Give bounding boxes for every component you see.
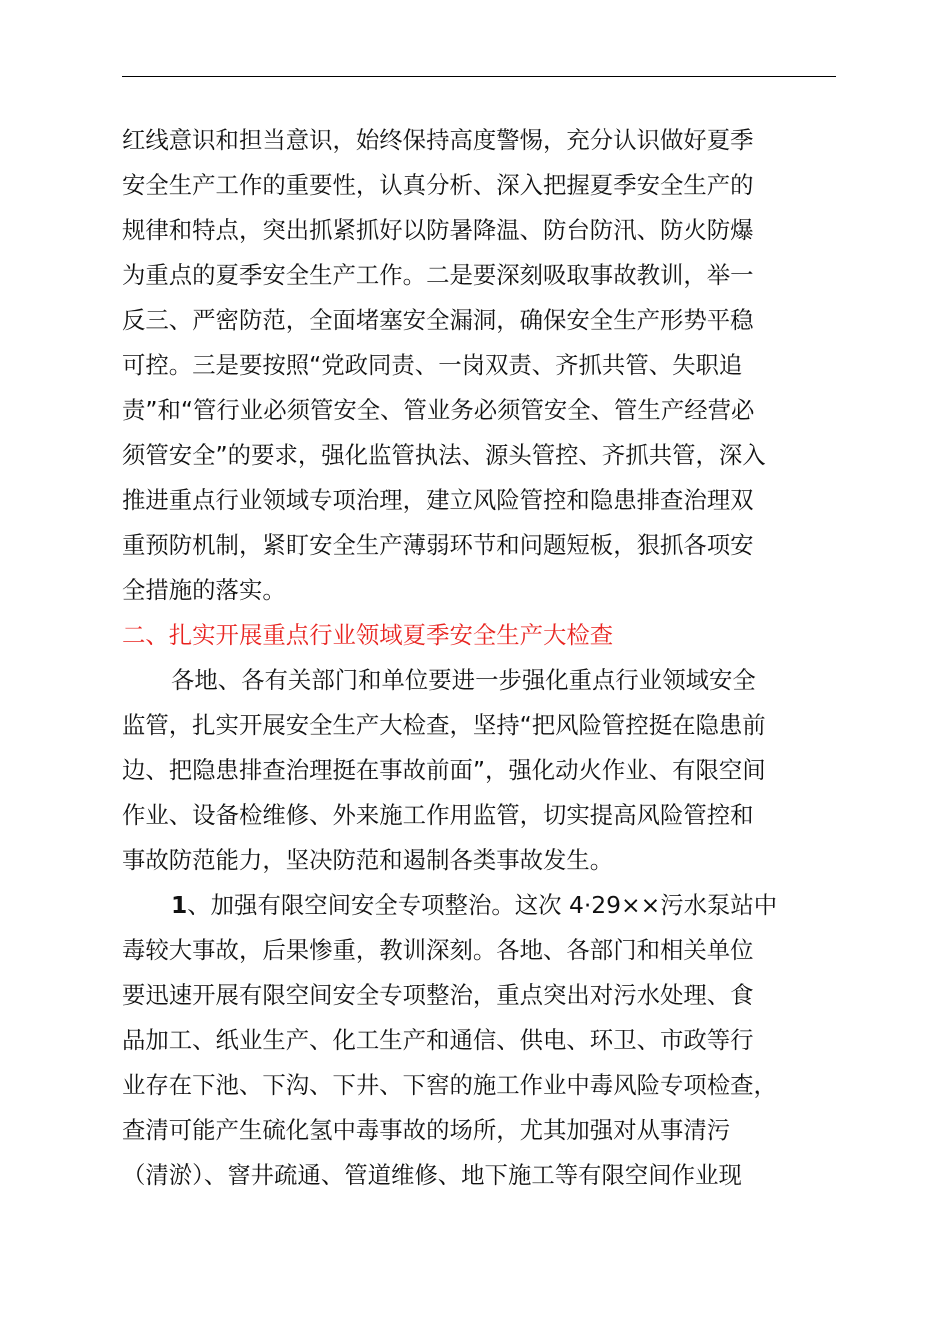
item-1 — [122, 883, 838, 1198]
paragraph-line: 边、把隐患排查治理挺在事故前面”，强化动火作业、有限空间 — [122, 756, 766, 784]
paragraph-line: 责”和“管行业必须管安全、管业务必须管安全、管生产经营必 — [122, 396, 755, 424]
paragraph-line: 监管，扎实开展安全生产大检查，坚持“把风险管控挺在隐患前 — [122, 711, 766, 739]
paragraph-line: 品加工、纸业生产、化工生产和通信、供电、环卫、市政等行 — [122, 1026, 754, 1054]
paragraph-line: 查清可能产生硫化氢中毒事故的场所，尤其加强对从事清污 — [122, 1116, 731, 1144]
paragraph-line: 要迅速开展有限空间安全专项整治，重点突出对污水处理、食 — [122, 981, 754, 1009]
paragraph-line: 反三、严密防范，全面堵塞安全漏洞，确保安全生产形势平稳 — [122, 306, 754, 334]
paragraph-line: （清淤）、窨井疏通、管道维修、地下施工等有限空间作业现 — [122, 1161, 742, 1189]
document-body — [122, 118, 838, 1198]
paragraph-line: 红线意识和担当意识，始终保持高度警惕，充分认识做好夏季 — [122, 126, 754, 154]
item-number: 1 — [171, 891, 188, 919]
paragraph-line: 全措施的落实。 — [122, 576, 286, 604]
paragraph-line: 事故防范能力，坚决防范和遏制各类事故发生。 — [122, 846, 614, 874]
paragraph-line: 为重点的夏季安全生产工作。二是要深刻吸取事故教训，举一 — [122, 261, 754, 289]
paragraph-line: 推进重点行业领域专项治理，建立风险管控和隐患排查治理双 — [122, 486, 754, 514]
paragraph-line: 各地、各有关部门和单位要进一步强化重点行业领域安全 — [171, 666, 756, 694]
paragraph-line: 重预防机制，紧盯安全生产薄弱环节和问题短板，狠抓各项安 — [122, 531, 754, 559]
paragraph-2 — [122, 658, 838, 883]
paragraph-line: 毒较大事故，后果惨重，教训深刻。各地、各部门和相关单位 — [122, 936, 754, 964]
item-title-text: 、加强有限空间安全专项整治。这次 4·29××污水泵站中 — [187, 891, 778, 919]
paragraph-line: 可控。三是要按照“党政同责、一岗双责、齐抓共管、失职追 — [122, 351, 743, 379]
paragraph-line: 须管安全”的要求，强化监管执法、源头管控、齐抓共管，深入 — [122, 441, 766, 469]
paragraph-line: 作业、设备检维修、外来施工作用监管，切实提高风险管控和 — [122, 801, 754, 829]
header-rule — [122, 76, 836, 77]
section-heading: 二、扎实开展重点行业领域夏季安全生产大检查 — [122, 621, 614, 649]
paragraph-line: 规律和特点，突出抓紧抓好以防暑降温、防台防汛、防火防爆 — [122, 216, 754, 244]
item-1-first-line — [122, 883, 838, 928]
paragraph-1 — [122, 118, 838, 613]
paragraph-line: 安全生产工作的重要性，认真分析、深入把握夏季安全生产的 — [122, 171, 754, 199]
paragraph-line: 业存在下池、下沟、下井、下窖的施工作业中毒风险专项检查， — [122, 1071, 777, 1099]
